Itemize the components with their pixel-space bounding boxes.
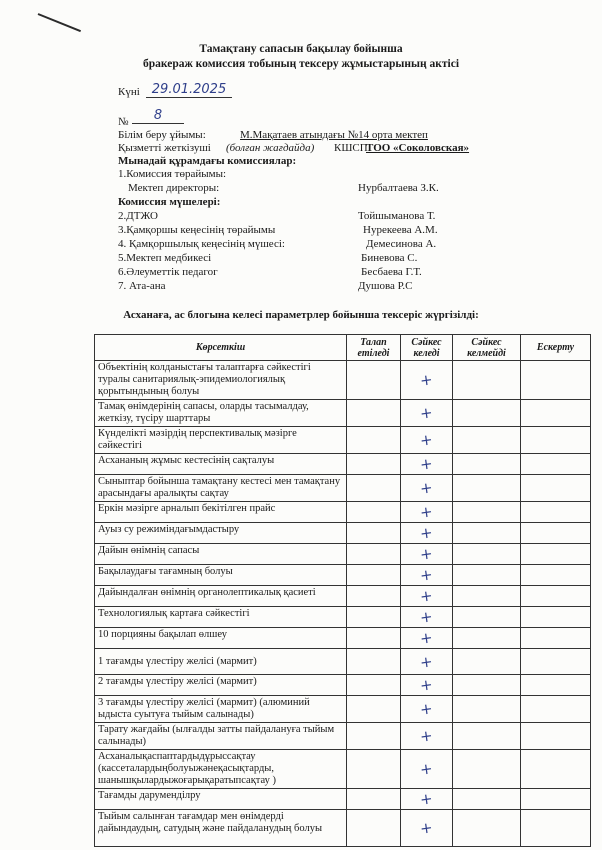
matches-cell [401, 750, 453, 789]
member-name: Демесинова А. [366, 238, 437, 250]
note-cell [521, 750, 591, 789]
matches-cell [401, 789, 453, 810]
required-cell [347, 361, 401, 400]
note-cell [521, 696, 591, 723]
required-cell [347, 427, 401, 454]
not-matches-cell [453, 696, 521, 723]
note-cell [521, 454, 591, 475]
provider-value: ТОО «Соколовская» [366, 142, 470, 154]
table-row [95, 400, 591, 427]
required-cell [347, 750, 401, 789]
required-cell [347, 523, 401, 544]
matches-cell [401, 723, 453, 750]
note-cell [521, 789, 591, 810]
indicator-cell: Асханалықаспаптардыдұрыссақтау (кассеталардыңболуыжәнеқасықтарды, шанышқылардыжоғарықаратыпсақтау ) [95, 750, 347, 789]
checkmark: + [419, 502, 434, 522]
checkmark: + [419, 651, 434, 672]
indicator-cell: Технологиялық картаға сәйкестігі [95, 607, 347, 628]
table-row [95, 628, 591, 649]
required-cell [347, 475, 401, 502]
checklist-heading: Асханаға, ас блогына келесі параметрлер бойынша тексеріс жүргізілді: [123, 309, 479, 321]
checkmark: + [419, 726, 434, 746]
indicator-cell: Тарату жағдайы (ылғалды затты пайдалануға тыйым салынады) [95, 723, 347, 750]
matches-cell [401, 523, 453, 544]
matches-cell [401, 475, 453, 502]
matches-cell [401, 400, 453, 427]
required-cell [347, 586, 401, 607]
matches-cell [401, 427, 453, 454]
matches-cell [401, 502, 453, 523]
member-name: Душова Р.С [358, 280, 413, 292]
checkmark: + [419, 544, 434, 564]
not-matches-cell [453, 400, 521, 427]
matches-cell [401, 675, 453, 696]
member-role: 2.ДТЖО [118, 210, 158, 222]
note-cell [521, 361, 591, 400]
table-row [95, 649, 591, 675]
note-cell [521, 565, 591, 586]
checkmark: + [419, 675, 434, 695]
note-cell [521, 628, 591, 649]
commission-heading: Мынадай құрамдағы комиссиялар: [118, 155, 297, 167]
not-matches-cell [453, 649, 521, 675]
table-row [95, 586, 591, 607]
note-cell [521, 523, 591, 544]
not-matches-cell [453, 544, 521, 565]
not-matches-cell [453, 361, 521, 400]
table-row [95, 427, 591, 454]
document-title-line2: бракераж комиссия тобының тексеру жұмыстарының актісі [142, 58, 460, 70]
org-value: М.Мақатаев атындағы №14 орта мектеп [240, 129, 428, 141]
date-value-handwritten: 29.01.2025 [146, 82, 232, 98]
member-role: 5.Мектеп медбикесі [118, 252, 212, 264]
not-matches-cell [453, 810, 521, 847]
checkmark: + [419, 607, 434, 627]
indicator-cell: Еркін мәзірге арналып бекітілген прайс [95, 502, 347, 523]
note-cell [521, 502, 591, 523]
checkmark: + [419, 628, 434, 648]
not-matches-cell [453, 607, 521, 628]
matches-cell [401, 361, 453, 400]
date-label: Күні [118, 86, 140, 98]
not-matches-cell [453, 565, 521, 586]
note-cell [521, 607, 591, 628]
required-cell [347, 565, 401, 586]
not-matches-cell [453, 502, 521, 523]
table-row [95, 454, 591, 475]
indicator-cell: Тыйым салынған тағамдар мен өнімдерді дайындаудың, сатудың және пайдаланудың болуы [95, 810, 347, 847]
checkmark: + [419, 565, 434, 585]
note-cell [521, 649, 591, 675]
note-cell [521, 723, 591, 750]
matches-cell [401, 607, 453, 628]
required-cell [347, 454, 401, 475]
required-cell [347, 723, 401, 750]
provider-note: (болған жағдайда) [226, 142, 315, 154]
checkmark: + [419, 789, 434, 809]
not-matches-cell [453, 586, 521, 607]
indicator-cell: 1 тағамды үлестіру желісі (мармит) [95, 649, 347, 675]
required-cell [347, 696, 401, 723]
indicator-cell: Ауыз су режиміндағымдастыру [95, 523, 347, 544]
checkmark: + [419, 430, 434, 450]
checkmark: + [419, 370, 434, 390]
member-name: Нурекеева А.М. [363, 224, 438, 236]
chair-label: 1.Комиссия төрайымы: [118, 168, 227, 180]
required-cell [347, 675, 401, 696]
chair-role: Мектеп директоры: [128, 182, 220, 194]
member-role: 4. Қамқоршылық кеңесінің мүшесі: [118, 238, 285, 250]
indicator-cell: 10 порцияны бақылап өлшеу [95, 628, 347, 649]
indicator-cell: Күнделікті мәзірдің перспективалық мәзірге сәйкестігі [95, 427, 347, 454]
table-row [95, 810, 591, 847]
document-title-line1: Тамақтану сапасын бақылау бойынша [199, 43, 403, 55]
required-cell [347, 628, 401, 649]
matches-cell [401, 565, 453, 586]
matches-cell [401, 696, 453, 723]
header-required: Талап етіледі [347, 335, 401, 361]
note-cell [521, 544, 591, 565]
not-matches-cell [453, 628, 521, 649]
member-role: 7. Ата-ана [118, 280, 166, 292]
number-value-handwritten: 8 [132, 108, 184, 124]
matches-cell [401, 810, 453, 847]
not-matches-cell [453, 675, 521, 696]
header-not-matches: Сәйкес келмейді [453, 335, 521, 361]
indicator-cell: Тағамды даруменділру [95, 789, 347, 810]
number-label: № [118, 116, 129, 128]
not-matches-cell [453, 723, 521, 750]
checkmark: + [419, 478, 434, 498]
header-note: Ескерту [521, 335, 591, 361]
member-name: Тойшыманова Т. [358, 210, 436, 222]
table-row [95, 675, 591, 696]
indicator-cell: 3 тағамды үлестіру желісі (мармит) (алюминий ыдыста суытуға тыйым салынады) [95, 696, 347, 723]
indicator-cell: 2 тағамды үлестіру желісі (мармит) [95, 675, 347, 696]
provider-prefix: КШСП [334, 142, 368, 154]
inspection-checklist-table [94, 334, 591, 847]
table-row [95, 544, 591, 565]
checkmark: + [419, 523, 434, 543]
org-label: Білім беру ұйымы: [118, 129, 206, 141]
indicator-cell: Бақылаудағы тағамның болуы [95, 565, 347, 586]
matches-cell [401, 649, 453, 675]
matches-cell [401, 454, 453, 475]
matches-cell [401, 628, 453, 649]
required-cell [347, 810, 401, 847]
table-row [95, 750, 591, 789]
provider-label: Қызметті жеткізуші [118, 142, 211, 154]
required-cell [347, 607, 401, 628]
table-row [95, 565, 591, 586]
required-cell [347, 544, 401, 565]
checkmark: + [419, 403, 434, 423]
indicator-cell: Асхананың жұмыс кестесінің сақталуы [95, 454, 347, 475]
indicator-cell: Дайындалған өнімнің органолептикалық қасиеті [95, 586, 347, 607]
required-cell [347, 789, 401, 810]
not-matches-cell [453, 454, 521, 475]
matches-cell [401, 586, 453, 607]
member-role: 3.Қамқоршы кеңесінің төрайымы [118, 224, 276, 236]
required-cell [347, 400, 401, 427]
required-cell [347, 649, 401, 675]
checkmark: + [419, 454, 434, 474]
indicator-cell: Сыныптар бойынша тамақтану кестесі мен тамақтану арасындағы аралықты сақтау [95, 475, 347, 502]
matches-cell [401, 544, 453, 565]
indicator-cell: Тамақ өнімдерінің сапасы, оларды тасымалдау, жеткізу, түсіру шарттары [95, 400, 347, 427]
not-matches-cell [453, 789, 521, 810]
table-row [95, 696, 591, 723]
note-cell [521, 675, 591, 696]
note-cell [521, 475, 591, 502]
checkmark: + [419, 586, 434, 606]
note-cell [521, 427, 591, 454]
member-name: Биневова С. [361, 252, 418, 264]
table-row [95, 361, 591, 400]
not-matches-cell [453, 750, 521, 789]
member-name: Бесбаева Г.Т. [361, 266, 422, 278]
table-row [95, 502, 591, 523]
header-indicator: Көрсеткіш [95, 335, 347, 361]
required-cell [347, 502, 401, 523]
not-matches-cell [453, 475, 521, 502]
indicator-cell: Объектінің колданыстағы талаптарға сәйкестігі туралы санитариялық-эпидемиологиялық қорытындының болуы [95, 361, 347, 400]
note-cell [521, 400, 591, 427]
indicator-cell: Дайын өнімнің сапасы [95, 544, 347, 565]
checkmark: + [419, 818, 434, 838]
not-matches-cell [453, 523, 521, 544]
table-row [95, 789, 591, 810]
table-row [95, 723, 591, 750]
pen-scratch-mark [38, 13, 81, 32]
table-row [95, 523, 591, 544]
table-row [95, 607, 591, 628]
not-matches-cell [453, 427, 521, 454]
checkmark: + [419, 699, 434, 719]
chair-name: Нурбалтаева З.К. [358, 182, 439, 194]
note-cell [521, 586, 591, 607]
members-heading: Комиссия мүшелері: [118, 196, 221, 208]
table-row [95, 475, 591, 502]
note-cell [521, 810, 591, 847]
header-matches: Сәйкес келеді [401, 335, 453, 361]
checkmark: + [419, 759, 434, 779]
member-role: 6.Әлеуметтік педагог [118, 266, 218, 278]
